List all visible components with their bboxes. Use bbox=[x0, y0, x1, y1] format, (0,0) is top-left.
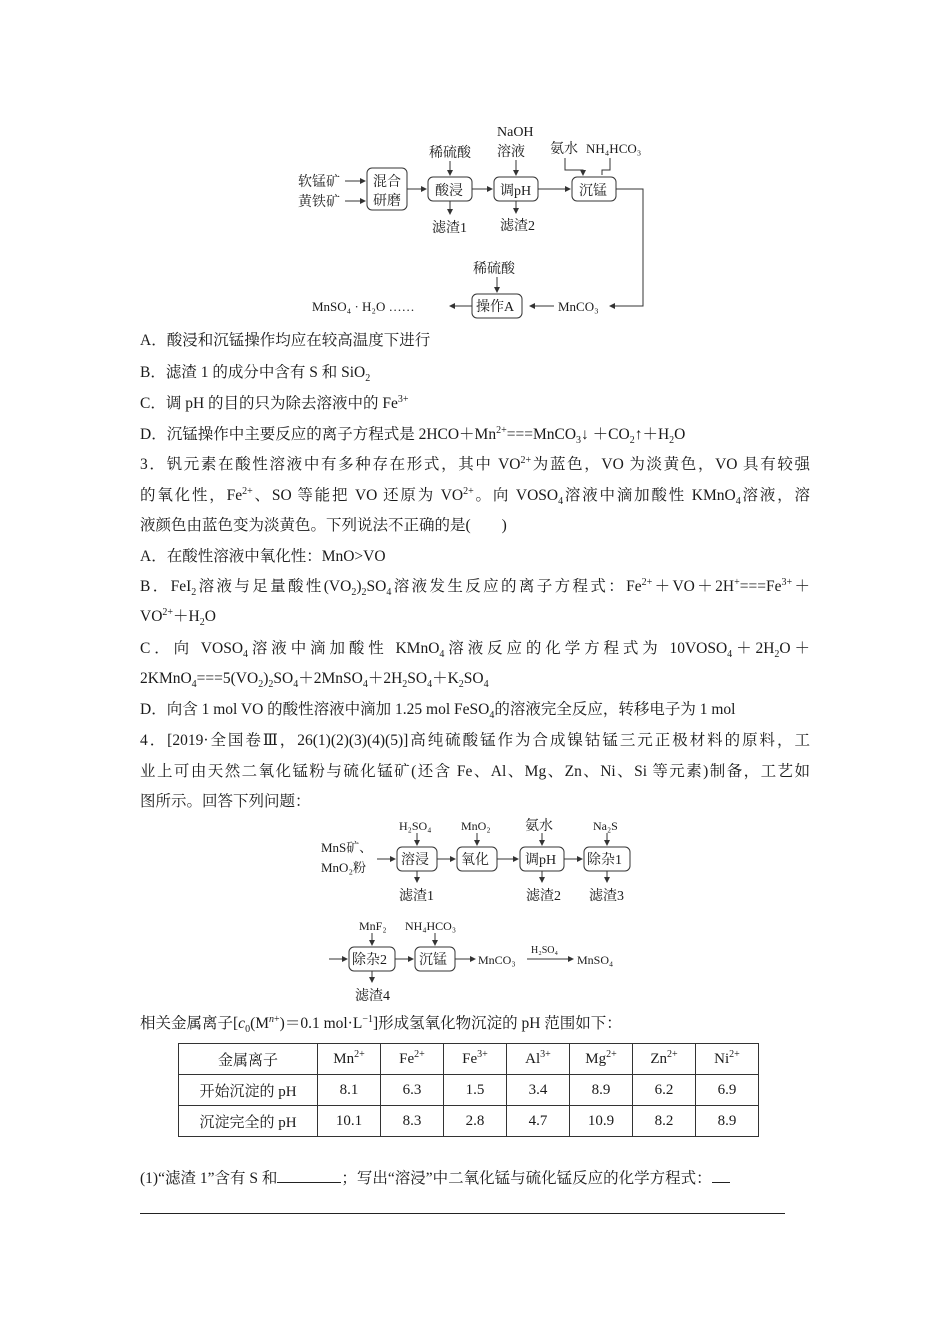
header-metal-ion: 金属离子 bbox=[179, 1044, 318, 1075]
table-header-row bbox=[179, 1044, 759, 1075]
q3-option-b-line2: $VO^{2+}+H_2O$ bbox=[140, 606, 216, 629]
d2-reagent-mno2: MnO₂ bbox=[461, 819, 491, 833]
ph-range-table bbox=[178, 1043, 759, 1137]
d2-box-adjust-ph-label: 调pH bbox=[525, 853, 557, 868]
reagent-dilute-sulfuric: 稀硫酸 bbox=[429, 146, 471, 161]
mnco3-label-1: MnCO₃ bbox=[558, 299, 599, 314]
d2-reagent-na2s: Na₂S bbox=[593, 819, 618, 833]
box-precipitate-mn-label: 沉锰 bbox=[579, 184, 607, 199]
reagent-naoh: NaOH bbox=[497, 125, 534, 140]
header-ion-al3: $Al^{3+}$ bbox=[507, 1044, 570, 1075]
q4-part-1: (1)“滤渣 1”含有 S 和 ；写出“溶浸”中二氧化锰与硫化锰反应的化学方程式： bbox=[140, 1168, 730, 1189]
d2-reagent-h2so4: H₂SO₄ bbox=[399, 819, 432, 833]
q2-option-a: A．酸浸和沉锰操作均应在较高温度下进行 bbox=[140, 332, 431, 349]
reagent-naoh-solution: 溶液 bbox=[497, 145, 525, 160]
table-cell: 10.1 bbox=[318, 1106, 381, 1137]
process-diagram-1 bbox=[280, 120, 680, 320]
d2-box-oxidize-label: 氧化 bbox=[461, 853, 489, 868]
q3-line-1: 3．钒元素在酸性溶液中有多种存在形式，其中 $VO^{2+}$为蓝色，VO 为淡黄色，VO 具有较强 bbox=[140, 454, 811, 473]
table-cell: 2.8 bbox=[444, 1106, 507, 1137]
d2-residue-1: 滤渣1 bbox=[399, 889, 434, 904]
header-ion-fe2: $Fe^{2+}$ bbox=[381, 1044, 444, 1075]
q3-line-3: 液颜色由蓝色变为淡黄色。下列说法不正确的是( ) bbox=[140, 517, 507, 534]
q2-option-d: D．沉锰操作中主要反应的离子方程式是 $2HCO+Mn^{2+}===MnCO_3↓$ $+CO_2↑+H_2O$ bbox=[140, 424, 686, 447]
d2-box-precipitate-label: 沉锰 bbox=[419, 953, 447, 968]
process-diagram-2 bbox=[315, 812, 655, 1007]
table-row bbox=[179, 1106, 759, 1137]
header-ion-mn2: $Mn^{2+}$ bbox=[318, 1044, 381, 1075]
residue-1: 滤渣1 bbox=[432, 221, 467, 236]
q2-option-c: C．调 pH 的目的只为除去溶液中的 $Fe^{3+}$ bbox=[140, 393, 409, 412]
box-mix-line2: 研磨 bbox=[373, 194, 401, 209]
answer-blank-1[interactable] bbox=[277, 1168, 341, 1183]
d2-residue-2: 滤渣2 bbox=[526, 889, 561, 904]
q3-option-d: D．向含 1 mol VO 的酸性溶液中滴加 1.25 mol FeSO$_4$的溶液完全反应，转移电子为 1 mol bbox=[140, 701, 736, 722]
d2-box-purify-2-label: 除杂2 bbox=[352, 953, 387, 968]
q4-line-2: 业上可由天然二氧化锰粉与硫化锰矿(还含 Fe、Al、Mg、Zn、Ni、Si 等元素)制备，工艺如 bbox=[140, 763, 810, 780]
product-mnso4-h2o: MnSO₄ · H₂O …… bbox=[312, 299, 415, 314]
d2-box-purify-1-label: 除杂1 bbox=[587, 853, 622, 868]
d2-arrow-h2so4: H₂SO₄ bbox=[531, 945, 558, 956]
d2-mnco3: MnCO₃ bbox=[478, 953, 516, 967]
table-cell: 6.9 bbox=[696, 1075, 759, 1106]
table-intro: 相关金属离子[$c_0(M^{n+})=0.1$ $mol\cdot L^{-1}$]形成氢氧化物沉淀的 pH 范围如下： bbox=[140, 1013, 622, 1036]
d2-residue-4: 滤渣4 bbox=[355, 989, 390, 1004]
box-operation-a-label: 操作A bbox=[476, 300, 515, 315]
table-cell: 6.2 bbox=[633, 1075, 696, 1106]
table-cell: 4.7 bbox=[507, 1106, 570, 1137]
table-cell: 8.3 bbox=[381, 1106, 444, 1137]
table-cell: 10.9 bbox=[570, 1106, 633, 1137]
residue-2: 滤渣2 bbox=[500, 219, 535, 234]
table-cell: 6.3 bbox=[381, 1075, 444, 1106]
table-cell: 8.1 bbox=[318, 1075, 381, 1106]
input-pyrite: 黄铁矿 bbox=[298, 195, 340, 210]
q3-option-a: A．在酸性溶液中氧化性：MnO>VO bbox=[140, 548, 386, 565]
q3-line-2: 的氧化性，$Fe^{2+}$、SO 等能把 VO 还原为 $VO^{2+}$。向 $VOSO_4$溶液中滴加酸性 KMnO$_4$溶液，溶 bbox=[140, 485, 810, 508]
box-adjust-ph-label: 调pH bbox=[500, 184, 532, 199]
d2-mnso4: MnSO₄ bbox=[577, 953, 614, 967]
d2-residue-3: 滤渣3 bbox=[589, 889, 624, 904]
header-ion-zn2: $Zn^{2+}$ bbox=[633, 1044, 696, 1075]
q3-option-b-line1: B．FeI$_2$溶液与足量酸性$(VO_2)_2SO_4$溶液发生反应的离子方程式：$Fe^{2+}+VO+2H^+===Fe^{3+}+$ bbox=[140, 576, 810, 599]
answer-line[interactable] bbox=[140, 1213, 785, 1214]
d2-box-leach-label: 溶浸 bbox=[401, 853, 429, 868]
input-soft-manganese: 软锰矿 bbox=[298, 175, 340, 190]
table-row bbox=[179, 1075, 759, 1106]
header-ion-fe3: $Fe^{3+}$ bbox=[444, 1044, 507, 1075]
reagent-dilute-sulfuric-2: 稀硫酸 bbox=[473, 262, 515, 277]
header-ion-mg2: $Mg^{2+}$ bbox=[570, 1044, 633, 1075]
answer-blank-2[interactable] bbox=[712, 1168, 730, 1183]
q3-option-c-line1: C．向 $VOSO_4$溶液中滴加酸性 KMnO$_4$溶液反应的化学方程式为 $10VOSO_4+2H_2O+$ bbox=[140, 640, 811, 661]
table-cell: 3.4 bbox=[507, 1075, 570, 1106]
row-label: 开始沉淀的 pH bbox=[179, 1075, 318, 1106]
d2-reagent-nh4hco3: NH₄HCO₃ bbox=[405, 919, 457, 933]
box-mix-line1: 混合 bbox=[373, 175, 401, 190]
d2-reagent-mnf2: MnF₂ bbox=[359, 919, 387, 933]
reagent-ammonia: 氨水 bbox=[550, 142, 578, 157]
table-cell: 8.9 bbox=[570, 1075, 633, 1106]
header-ion-ni2: $Ni^{2+}$ bbox=[696, 1044, 759, 1075]
reagent-nh4hco3: NH₄HCO₃ bbox=[586, 141, 642, 156]
table-cell: 8.9 bbox=[696, 1106, 759, 1137]
d2-input-mns: MnS矿、 bbox=[321, 840, 373, 855]
table-cell: 1.5 bbox=[444, 1075, 507, 1106]
q3-option-c-line2: $2KMnO_4===5(VO_2)_2SO_4+2MnSO_4+2H_2SO_4+K_2SO_4$ bbox=[140, 670, 489, 691]
q4-line-3: 图所示。回答下列问题： bbox=[140, 793, 311, 810]
q2-option-b: B．滤渣 1 的成分中含有 S 和 SiO$_2$ bbox=[140, 364, 371, 385]
d2-input-mno2: MnO₂粉 bbox=[321, 860, 366, 875]
d2-reagent-ammonia: 氨水 bbox=[525, 819, 553, 834]
box-acid-leach-label: 酸浸 bbox=[435, 184, 463, 199]
q4-line-1: 4．[2019·全国卷Ⅲ，26(1)(2)(3)(4)(5)]高纯硫酸锰作为合成镍钴锰三元正极材料的原料，工 bbox=[140, 732, 810, 749]
row-label: 沉淀完全的 pH bbox=[179, 1106, 318, 1137]
table-cell: 8.2 bbox=[633, 1106, 696, 1137]
